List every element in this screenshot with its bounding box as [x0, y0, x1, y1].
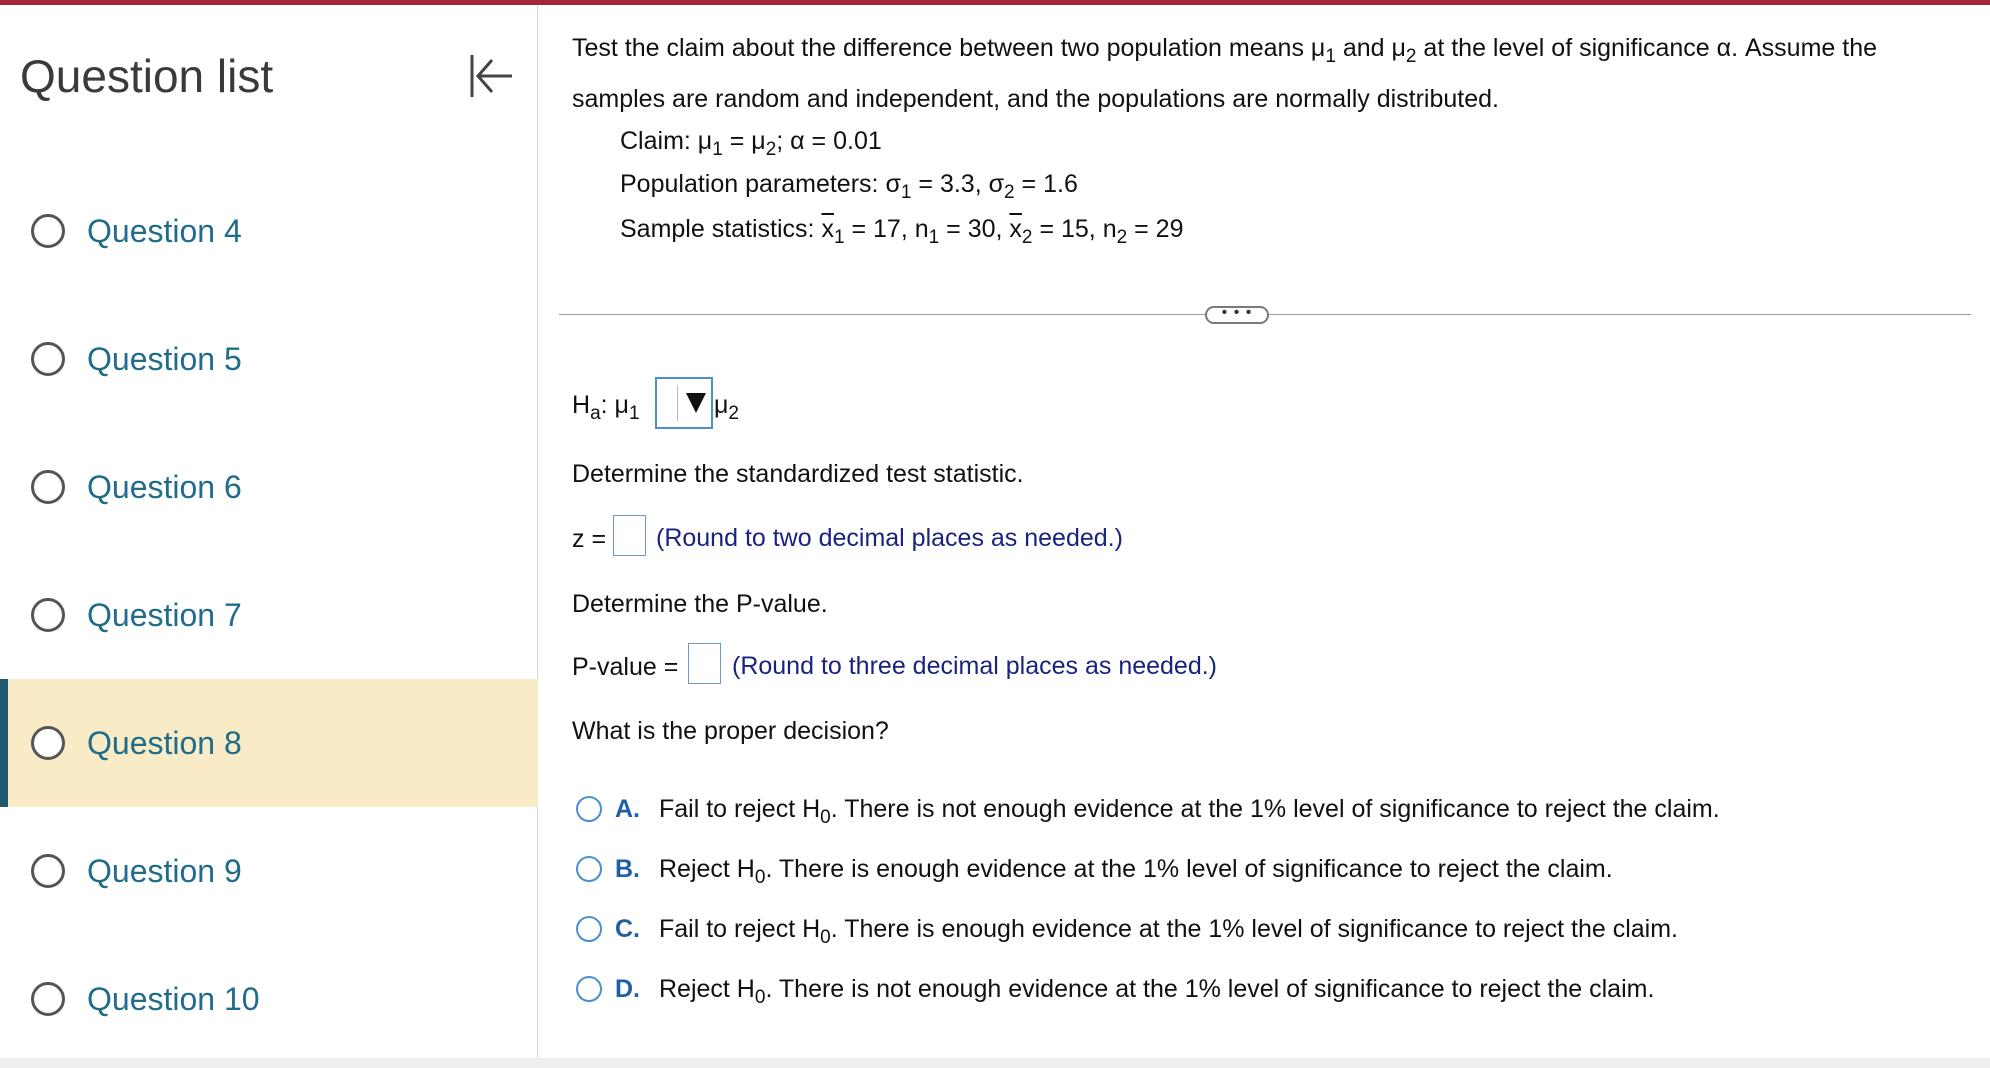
- test-statistic-prompt: Determine the standardized test statistic.: [572, 460, 1024, 488]
- alternative-hypothesis-rhs: $\mu_2$: [714, 391, 739, 424]
- bottom-strip: [0, 1058, 1990, 1068]
- question-item-label: Question 10: [87, 980, 260, 1017]
- sample-statistics-line: Sample statistics: $\overline{x}_1 = 17$, $n_1 = 30$, $\overline{x}_2 = 15$, $n_2 = 29$: [620, 215, 1184, 248]
- question-item[interactable]: [0, 551, 538, 679]
- question-item-active[interactable]: [0, 679, 538, 807]
- claim-line: Claim: $\mu_1 = \mu_2$; α = 0.01: [620, 127, 882, 160]
- question-item[interactable]: [0, 935, 538, 1063]
- p-value-prompt: Determine the P-value.: [572, 590, 828, 618]
- option-letter: B.: [615, 855, 640, 883]
- option-text: Reject $H_0$. There is enough evidence at the 1% level of significance to reject the claim.: [659, 855, 1613, 888]
- question-status-circle-icon: [31, 470, 65, 504]
- question-status-circle-icon: [31, 598, 65, 632]
- p-value-rounding-hint: (Round to three decimal places as needed.): [732, 652, 1218, 680]
- question-item[interactable]: [0, 807, 538, 935]
- expand-more-button[interactable]: • • •: [1205, 306, 1269, 324]
- option-radio[interactable]: [576, 976, 602, 1002]
- option-letter: A.: [615, 795, 640, 823]
- option-letter: D.: [615, 975, 640, 1003]
- option-radio[interactable]: [576, 916, 602, 942]
- question-item[interactable]: [0, 423, 538, 551]
- decision-prompt: What is the proper decision?: [572, 717, 889, 745]
- dropdown-arrow-icon: [686, 393, 706, 413]
- question-content: [539, 5, 1990, 1058]
- alternative-hypothesis-label: $H_a$: $\mu_1$: [572, 391, 640, 424]
- question-status-circle-icon: [31, 726, 65, 760]
- collapse-left-icon: [462, 51, 520, 101]
- question-status-circle-icon: [31, 214, 65, 248]
- p-value-label: P-value =: [572, 653, 679, 681]
- z-rounding-hint: (Round to two decimal places as needed.): [656, 524, 1123, 552]
- question-status-circle-icon: [31, 982, 65, 1016]
- z-label: z =: [572, 525, 607, 553]
- option-text: Fail to reject $H_0$. There is not enough evidence at the 1% level of significance to reject the claim.: [659, 795, 1720, 828]
- question-status-circle-icon: [31, 854, 65, 888]
- question-status-circle-icon: [31, 342, 65, 376]
- question-item-label: Question 9: [87, 852, 242, 889]
- p-value-answer-input[interactable]: [688, 643, 721, 684]
- question-intro: Test the claim about the difference between two population means $\mu_1$ and $\mu_2$ at the level of significance α. Assume the samples are random and independent, and the populations are normally distributed.: [572, 34, 1878, 113]
- question-item-label: Question 7: [87, 596, 242, 633]
- question-item-label: Question 8: [87, 724, 242, 761]
- z-answer-input[interactable]: [613, 515, 646, 556]
- question-item-label: Question 6: [87, 468, 242, 505]
- question-item[interactable]: [0, 167, 538, 295]
- question-item[interactable]: [0, 295, 538, 423]
- sidebar-title: Question list: [20, 50, 274, 102]
- population-parameters-line: Population parameters: $\sigma_1 = 3.3$, $\sigma_2 = 1.6$: [620, 170, 1078, 203]
- question-item-label: Question 4: [87, 212, 242, 249]
- question-item-label: Question 5: [87, 340, 242, 377]
- option-text: Reject $H_0$. There is not enough evidence at the 1% level of significance to reject the claim.: [659, 975, 1655, 1008]
- option-letter: C.: [615, 915, 640, 943]
- question-list-sidebar: [0, 5, 538, 1058]
- option-radio[interactable]: [576, 856, 602, 882]
- option-text: Fail to reject $H_0$. There is enough evidence at the 1% level of significance to reject the claim.: [659, 915, 1678, 948]
- hypothesis-operator-dropdown[interactable]: [655, 377, 713, 429]
- collapse-sidebar-button[interactable]: [462, 51, 520, 101]
- option-radio[interactable]: [576, 796, 602, 822]
